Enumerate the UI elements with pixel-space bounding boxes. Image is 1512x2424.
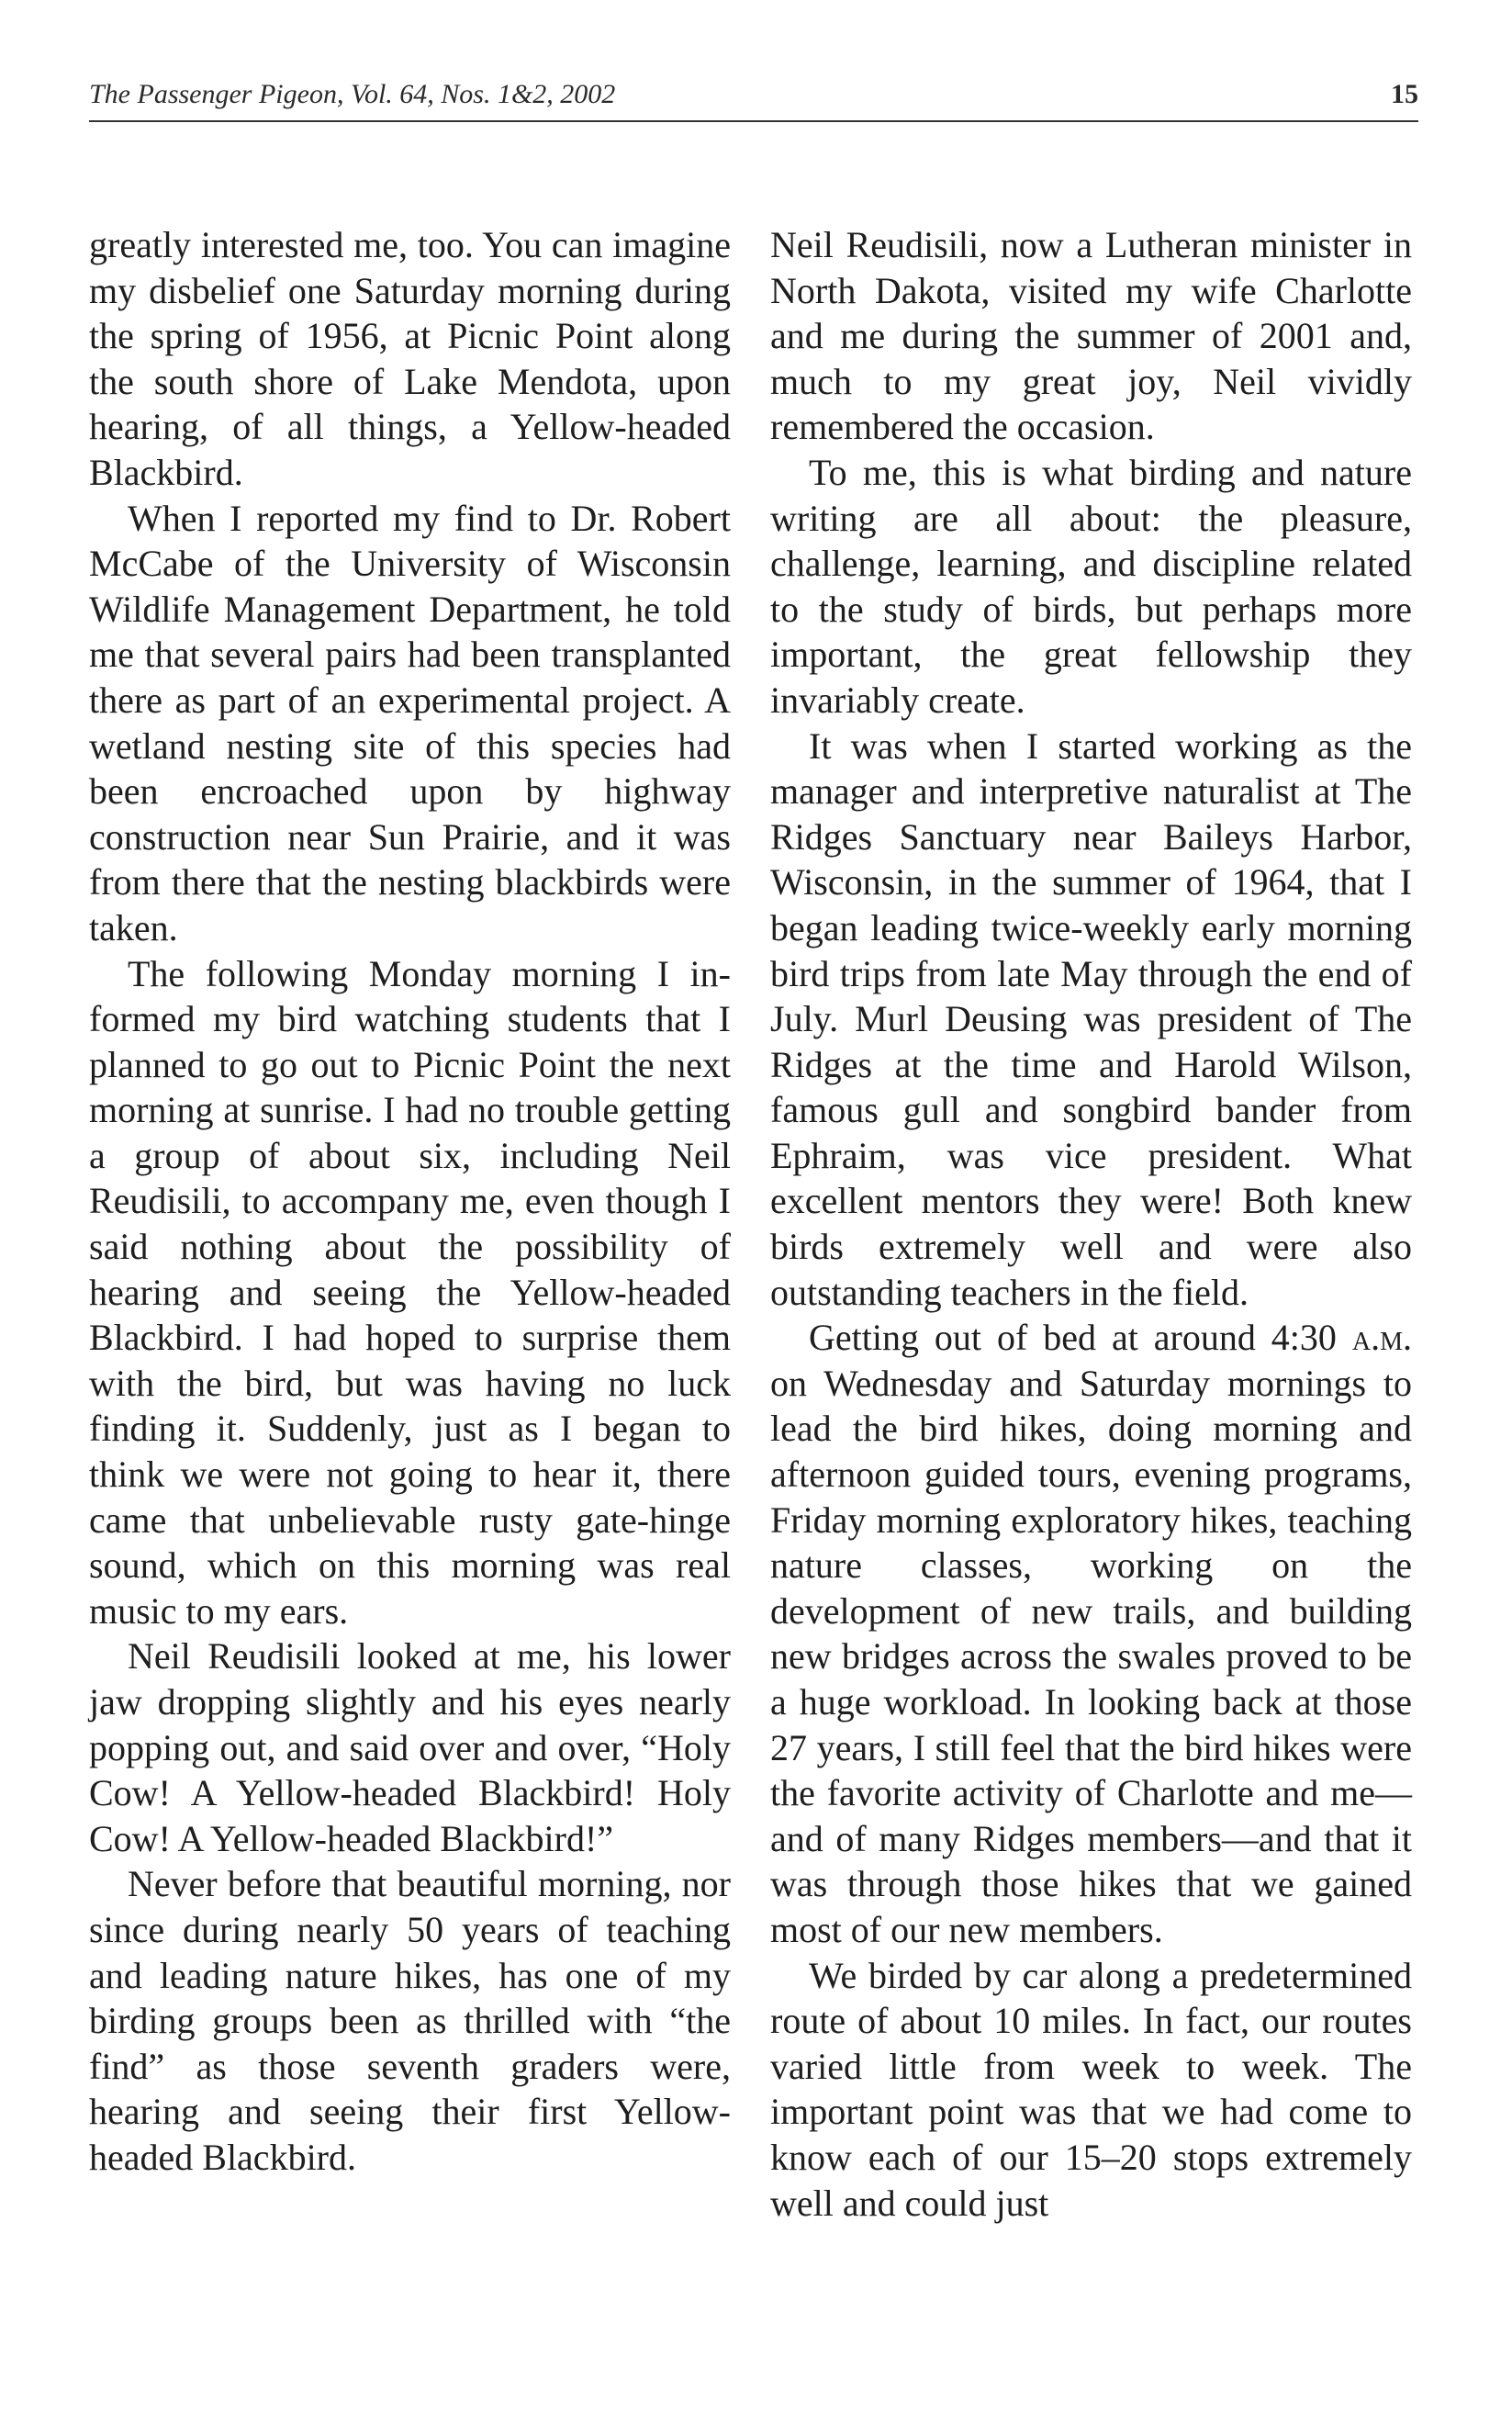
page-number: 15 [1391,79,1418,109]
header-rule [89,120,1418,122]
paragraph: We birded by car along a predetermined route of about 10 miles. In fact, our routes varied little from week to week. The important point was that we had come to know each of our 15–20 stops extremely well and could just [770,1954,1412,2224]
paragraph: To me, this is what birding and nature writing are all about: the pleasure, challenge, learning, and discipline related to the study of birds, but perhaps more important, the great fellowship they invariably create. [770,451,1412,721]
left-column [89,222,731,2181]
paragraph: Neil Reudisili, now a Lutheran minister in North Dakota, visited my wife Charlotte and me during the summer of 2001 and, much to my great joy, Neil vividly remembered the occasion. [770,224,1412,448]
running-head [89,73,1418,119]
paragraph-text: on Wednesday and Saturday mornings to lead the bird hikes, doing morning and afternoon guided tours, evening programs, Friday morning exploratory hikes, teaching nature classes, working on the development of new trails, and building new bridges across the swales proved to be a huge workload. In looking back at those 27 years, I still feel that the bird hikes were the favorite activity of Charlotte and me—and of many Ridges members—and that it was through those hikes that we gained most of our new members. [770,1362,1412,1950]
paragraph: The following Monday morning I informed my bird watching students that I planned to go out to Picnic Point the next morning at sunrise. I had no trouble getting a group of about six, including Neil Reudisili, to accompany me, even though I said nothing about the possibility of hearing and seeing the Yellow-headed Blackbird. I had hoped to surprise them with the bird, but was having no luck finding it. Suddenly, just as I began to think we were not going to hear it, there came that unbelievable rusty gate-hinge sound, which on this morning was real music to my ears. [89,952,731,1632]
paragraph [770,1315,1412,1952]
time-suffix: a.m. [1351,1317,1412,1359]
right-column [770,222,1412,2226]
paragraph: Neil Reudisili looked at me, his lower jaw dropping slightly and his eyes nearly popping out, and said over and over, “Holy Cow! A Yellow-headed Blackbird! Holy Cow! A Yellow-headed Blackbird!” [89,1635,731,1859]
paragraph-text: Getting out of bed at around 4:30 [809,1317,1337,1359]
paragraph: It was when I started working as the manager and interpretive naturalist at The Ridges Sanctuary near Baileys Harbor, Wisconsin, in the summer of 1964, that I began leading twice-weekly early morning bird trips from late May through the end of July. Murl Deusing was president of The Ridges at the time and Harold Wilson, famous gull and songbird bander from Ephraim, was vice president. What excellent mentors they were! Both knew birds extremely well and were also outstanding teachers in the field. [770,724,1412,1313]
paragraph: When I reported my find to Dr. Robert McCabe of the University of Wisconsin Wildlife Management Department, he told me that several pairs had been transplanted there as part of an experimental project. A wetland nesting site of this species had been encroached upon by highway construction near Sun Prairie, and it was from there that the nesting blackbirds were taken. [89,497,731,948]
paragraph: greatly interested me, too. You can imagine my disbelief one Saturday morning during the spring of 1956, at Picnic Point along the south shore of Lake Mendota, upon hearing, of all things, a Yellow-headed Blackbird. [89,224,731,493]
paragraph: Never before that beautiful morning, nor since during nearly 50 years of teaching and leading nature hikes, has one of my birding groups been as thrilled with “the find” as those seventh graders were, hearing and seeing their first Yellow-headed Blackbird. [89,1863,731,2178]
journal-citation: The Passenger Pigeon, Vol. 64, Nos. 1&2, 2002 [89,79,616,109]
